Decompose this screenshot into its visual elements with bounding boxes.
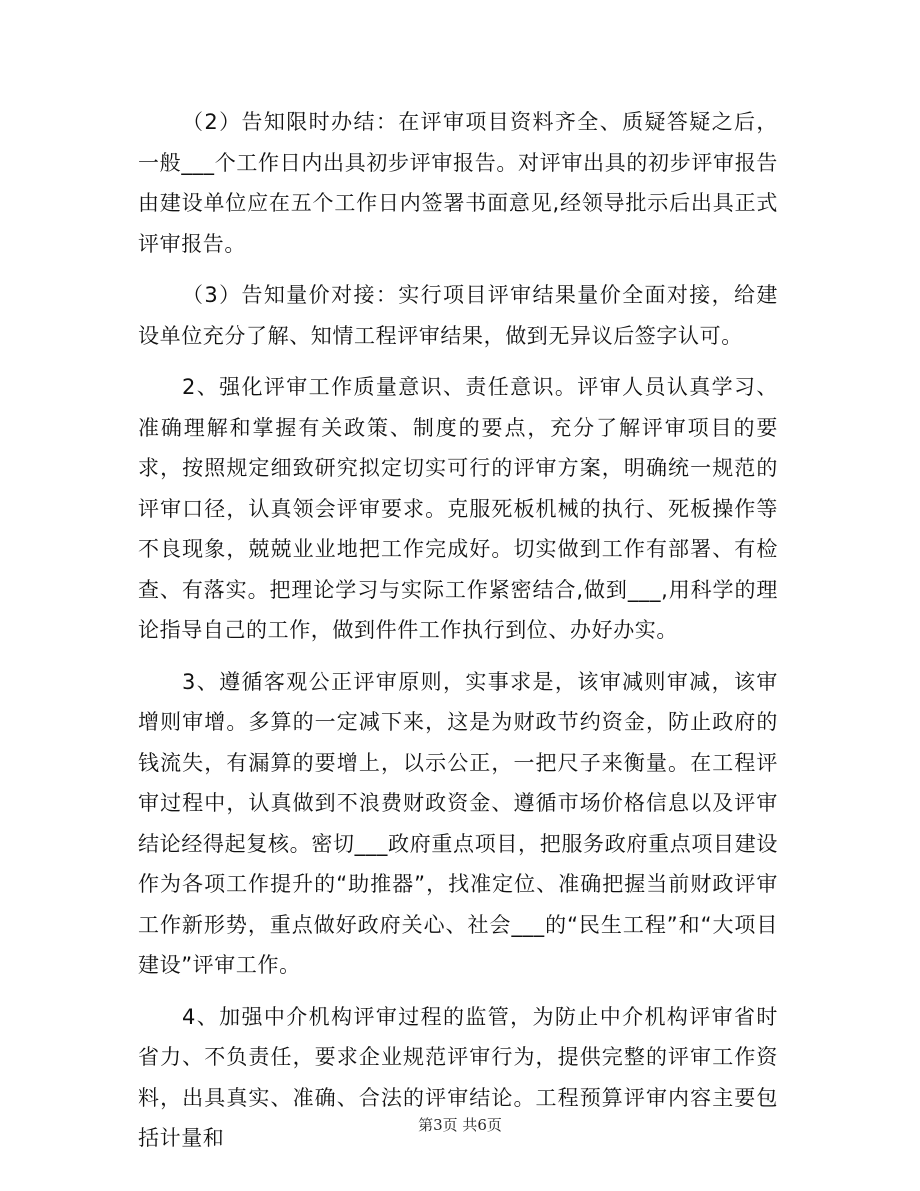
- paragraph-notice-time-limit: （2）告知限时办结：在评审项目资料齐全、质疑答疑之后，一般___个工作日内出具初步评审报告。对评审出具的初步评审报告由建设单位应在五个工作日内签署书面意见,经领导批示后出具正式评审报告。: [138, 110, 778, 256]
- page-number-footer: 第3页 共6页: [418, 1116, 502, 1134]
- document-body: [138, 102, 778, 1170]
- paragraph-quality-awareness: 2、强化评审工作质量意识、责任意识。评审人员认真学习、准确理解和掌握有关政策、制度的要点，充分了解评审项目的要求，按照规定细致研究拟定切实可行的评审方案，明确统一规范的评审口径，认真领会评审要求。克服死板机械的执行、死板操作等不良现象，兢兢业业地把工作完成好。切实做到工作有部署、有检查、有落实。把理论学习与实际工作紧密结合,做到___,用科学的理论指导自己的工作，做到件件工作执行到位、办好办实。: [138, 375, 778, 642]
- paragraph-agency-supervision: 4、加强中介机构评审过程的监管，为防止中介机构评审省时省力、不负责任，要求企业规范评审行为，提供完整的评审工作资料，出具真实、准确、合法的评审结论。工程预算评审内容主要包括计量和: [138, 1004, 778, 1150]
- paragraph-fairness-principle: 3、遵循客观公正评审原则，实事求是，该审减则审减，该审增则审增。多算的一定减下来，这是为财政节约资金，防止政府的钱流失，有漏算的要增上，以示公正，一把尺子来衡量。在工程评审过程中，认真做到不浪费财政资金、遵循市场价格信息以及评审结论经得起复核。密切___政府重点项目，把服务政府重点项目建设作为各项工作提升的“助推器”，找准定位、准确把握当前财政评审工作新形势，重点做好政府关心、社会___的“民生工程”和“大项目建设”评审工作。: [138, 669, 778, 977]
- paragraph-notice-price-matching: （3）告知量价对接：实行项目评审结果量价全面对接，给建设单位充分了解、知情工程评审结果，做到无异议后签字认可。: [138, 283, 778, 348]
